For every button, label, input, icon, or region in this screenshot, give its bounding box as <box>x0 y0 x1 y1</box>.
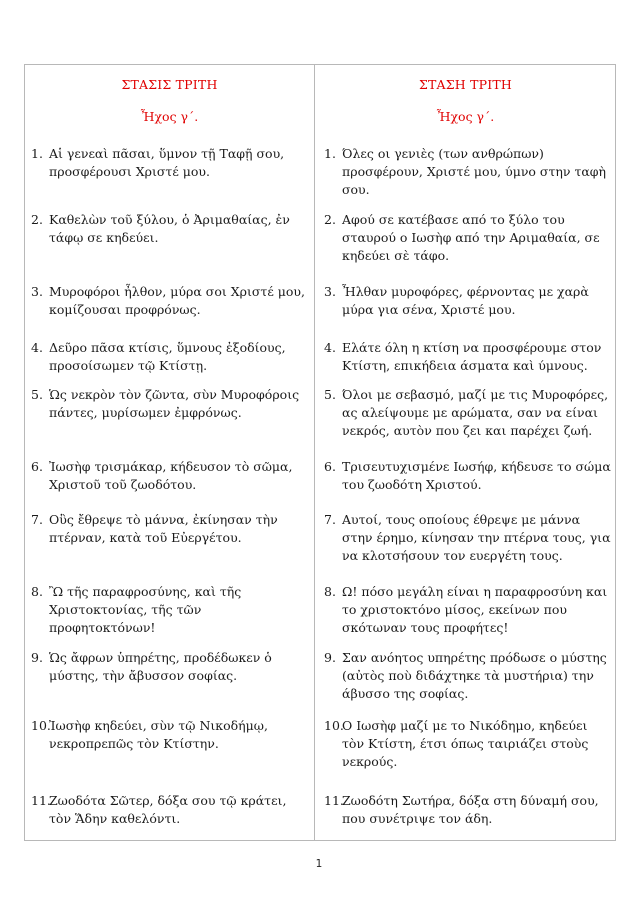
right-verse-6 <box>324 458 612 494</box>
verse-number: 8. <box>31 584 43 599</box>
parallel-text-table <box>24 64 616 841</box>
left-verse-1 <box>31 145 307 181</box>
verse-text: Μυροφόροι ἦλθον, μύρα σοι Χριστέ μου, κομίζουσαι προφρόνως. <box>49 284 305 317</box>
verse-number: 7. <box>324 512 336 527</box>
verse-text: Οὓς ἔθρεψε τὸ μάννα, ἐκίνησαν τὴν πτέρναν, κατὰ τοῦ Εὐεργέτου. <box>49 512 278 545</box>
verse-number: 11. <box>324 793 344 808</box>
original-text-column <box>25 65 314 840</box>
verse-text: Αἱ γενεαὶ πᾶσαι, ὕμνον τῇ Ταφῇ σου, προσφέρουσι Χριστέ μου. <box>49 146 285 179</box>
verse-text: Αυτοί, τους οποίους έθρεψε με μάννα στην έρημο, κίνησαν την πτέρνα τους, για να κλοτσήσουν τον ευεργέτη τους. <box>342 512 611 563</box>
verse-number: 9. <box>324 650 336 665</box>
verse-text: Σαν ανόητος υπηρέτης πρόδωσε ο μύστης (αὐτὸς ποὺ διδάχτηκε τὰ μυστήρια) την άβυσσο της σοφίας. <box>342 650 607 701</box>
right-verse-9 <box>324 649 612 703</box>
verse-number: 9. <box>31 650 43 665</box>
verse-number: 1. <box>31 146 43 161</box>
left-mode: Ἦχος γ΄. <box>140 109 199 124</box>
verse-text: Ἦλθαν μυροφόρες, φέρνοντας με χαρὰ μύρα για σένα, Χριστέ μου. <box>342 284 589 317</box>
verse-text: Καθελὼν τοῦ ξύλου, ὁ Ἀριμαθαίας, ἐν τάφῳ σε κηδεύει. <box>49 212 290 245</box>
verse-text: Ζωοδότη Σωτήρα, δόξα στη δύναμή σου, που συνέτριψε τον άδη. <box>342 793 599 826</box>
verse-number: 5. <box>31 387 43 402</box>
right-verse-4 <box>324 339 612 375</box>
right-title: ΣΤΑΣΗ ΤΡΙΤΗ <box>418 77 513 92</box>
verse-text: Ἰωσὴφ κηδεύει, σὺν τῷ Νικοδήμῳ, νεκροπρεπῶς τὸν Κτίστην. <box>49 718 268 751</box>
verse-text: Ζωοδότα Σῶτερ, δόξα σου τῷ κράτει, τὸν Ἅδην καθελόντι. <box>49 793 287 826</box>
verse-text: Ὡς νεκρὸν τὸν ζῶντα, σὺν Μυροφόροις πάντες, μυρίσωμεν ἐμφρόνως. <box>49 387 300 420</box>
verse-text: Ἰωσὴφ τρισμάκαρ, κήδευσον τὸ σῶμα, Χριστοῦ τοῦ ζωοδότου. <box>49 459 293 492</box>
left-verse-10 <box>31 717 307 753</box>
verse-number: 6. <box>31 459 43 474</box>
page-number: 1 <box>315 858 323 870</box>
verse-number: 4. <box>31 340 43 355</box>
verse-number: 10. <box>31 718 51 733</box>
verse-number: 2. <box>324 212 336 227</box>
verse-number: 11. <box>31 793 51 808</box>
right-verse-5 <box>324 386 612 440</box>
verse-text: Όλες οι γενιὲς (των ανθρώπων) προσφέρουν, Χριστέ μου, ύμνο στην ταφὴ σου. <box>342 146 607 197</box>
verse-text: Αφού σε κατέβασε από το ξύλο του σταυρού ο Ιωσὴφ από την Αριμαθαία, σε κηδεύει σὲ τάφο. <box>342 212 600 263</box>
right-verse-11 <box>324 792 612 828</box>
right-verse-7 <box>324 511 612 565</box>
right-verse-1 <box>324 145 612 199</box>
left-verse-9 <box>31 649 307 685</box>
right-mode: Ἦχος γ΄. <box>436 109 495 124</box>
right-verse-10 <box>324 717 612 771</box>
verse-text: Δεῦρο πᾶσα κτίσις, ὕμνους ἐξοδίους, προσοίσωμεν τῷ Κτίστῃ. <box>49 340 286 373</box>
verse-text: Ω! πόσο μεγάλη είναι η παραφροσύνη και το χριστοκτόνο μίσος, εκείνων που σκότωναν τους προφήτες! <box>342 584 608 635</box>
verse-number: 1. <box>324 146 336 161</box>
verse-text: Όλοι με σεβασμό, μαζί με τις Μυροφόρες, ας αλείψουμε με αρώματα, σαν να είναι νεκρός, αυτὸν που ζει και παρέχει ζωή. <box>342 387 609 438</box>
right-verse-3 <box>324 283 612 319</box>
verse-number: 5. <box>324 387 336 402</box>
left-verse-8 <box>31 583 307 637</box>
translation-column <box>315 65 616 840</box>
verse-text: Ελάτε όλη η κτίση να προσφέρουμε στον Κτίστη, επικήδεια άσματα καὶ ύμνους. <box>342 340 602 373</box>
verse-text: Τρισευτυχισμένε Ιωσήφ, κήδευσε το σώμα του ζωοδότη Χριστού. <box>342 459 611 492</box>
left-verse-4 <box>31 339 307 375</box>
left-verse-7 <box>31 511 307 547</box>
verse-number: 3. <box>31 284 43 299</box>
verse-text: Ο Ιωσὴφ μαζί με το Νικόδημο, κηδεύει τὸν Κτίστη, έτσι όπως ταιριάζει στοὺς νεκρούς. <box>342 718 589 769</box>
left-verse-5 <box>31 386 307 422</box>
verse-text: Ὢ τῆς παραφροσύνης, καὶ τῆς Χριστοκτονίας, τῆς τῶν προφητοκτόνων! <box>49 584 242 635</box>
left-title: ΣΤΑΣΙΣ ΤΡΙΤΗ <box>121 77 218 92</box>
verse-number: 7. <box>31 512 43 527</box>
verse-text: Ὡς ἄφρων ὑπηρέτης, προδέδωκεν ὁ μύστης, τὴν ἄβυσσον σοφίας. <box>49 650 272 683</box>
right-verse-2 <box>324 211 612 265</box>
verse-number: 4. <box>324 340 336 355</box>
verse-number: 10. <box>324 718 344 733</box>
verse-number: 3. <box>324 284 336 299</box>
right-verse-8 <box>324 583 612 637</box>
left-verse-6 <box>31 458 307 494</box>
left-verse-2 <box>31 211 307 247</box>
left-verse-3 <box>31 283 307 319</box>
verse-number: 2. <box>31 212 43 227</box>
verse-number: 8. <box>324 584 336 599</box>
verse-number: 6. <box>324 459 336 474</box>
left-verse-11 <box>31 792 307 828</box>
